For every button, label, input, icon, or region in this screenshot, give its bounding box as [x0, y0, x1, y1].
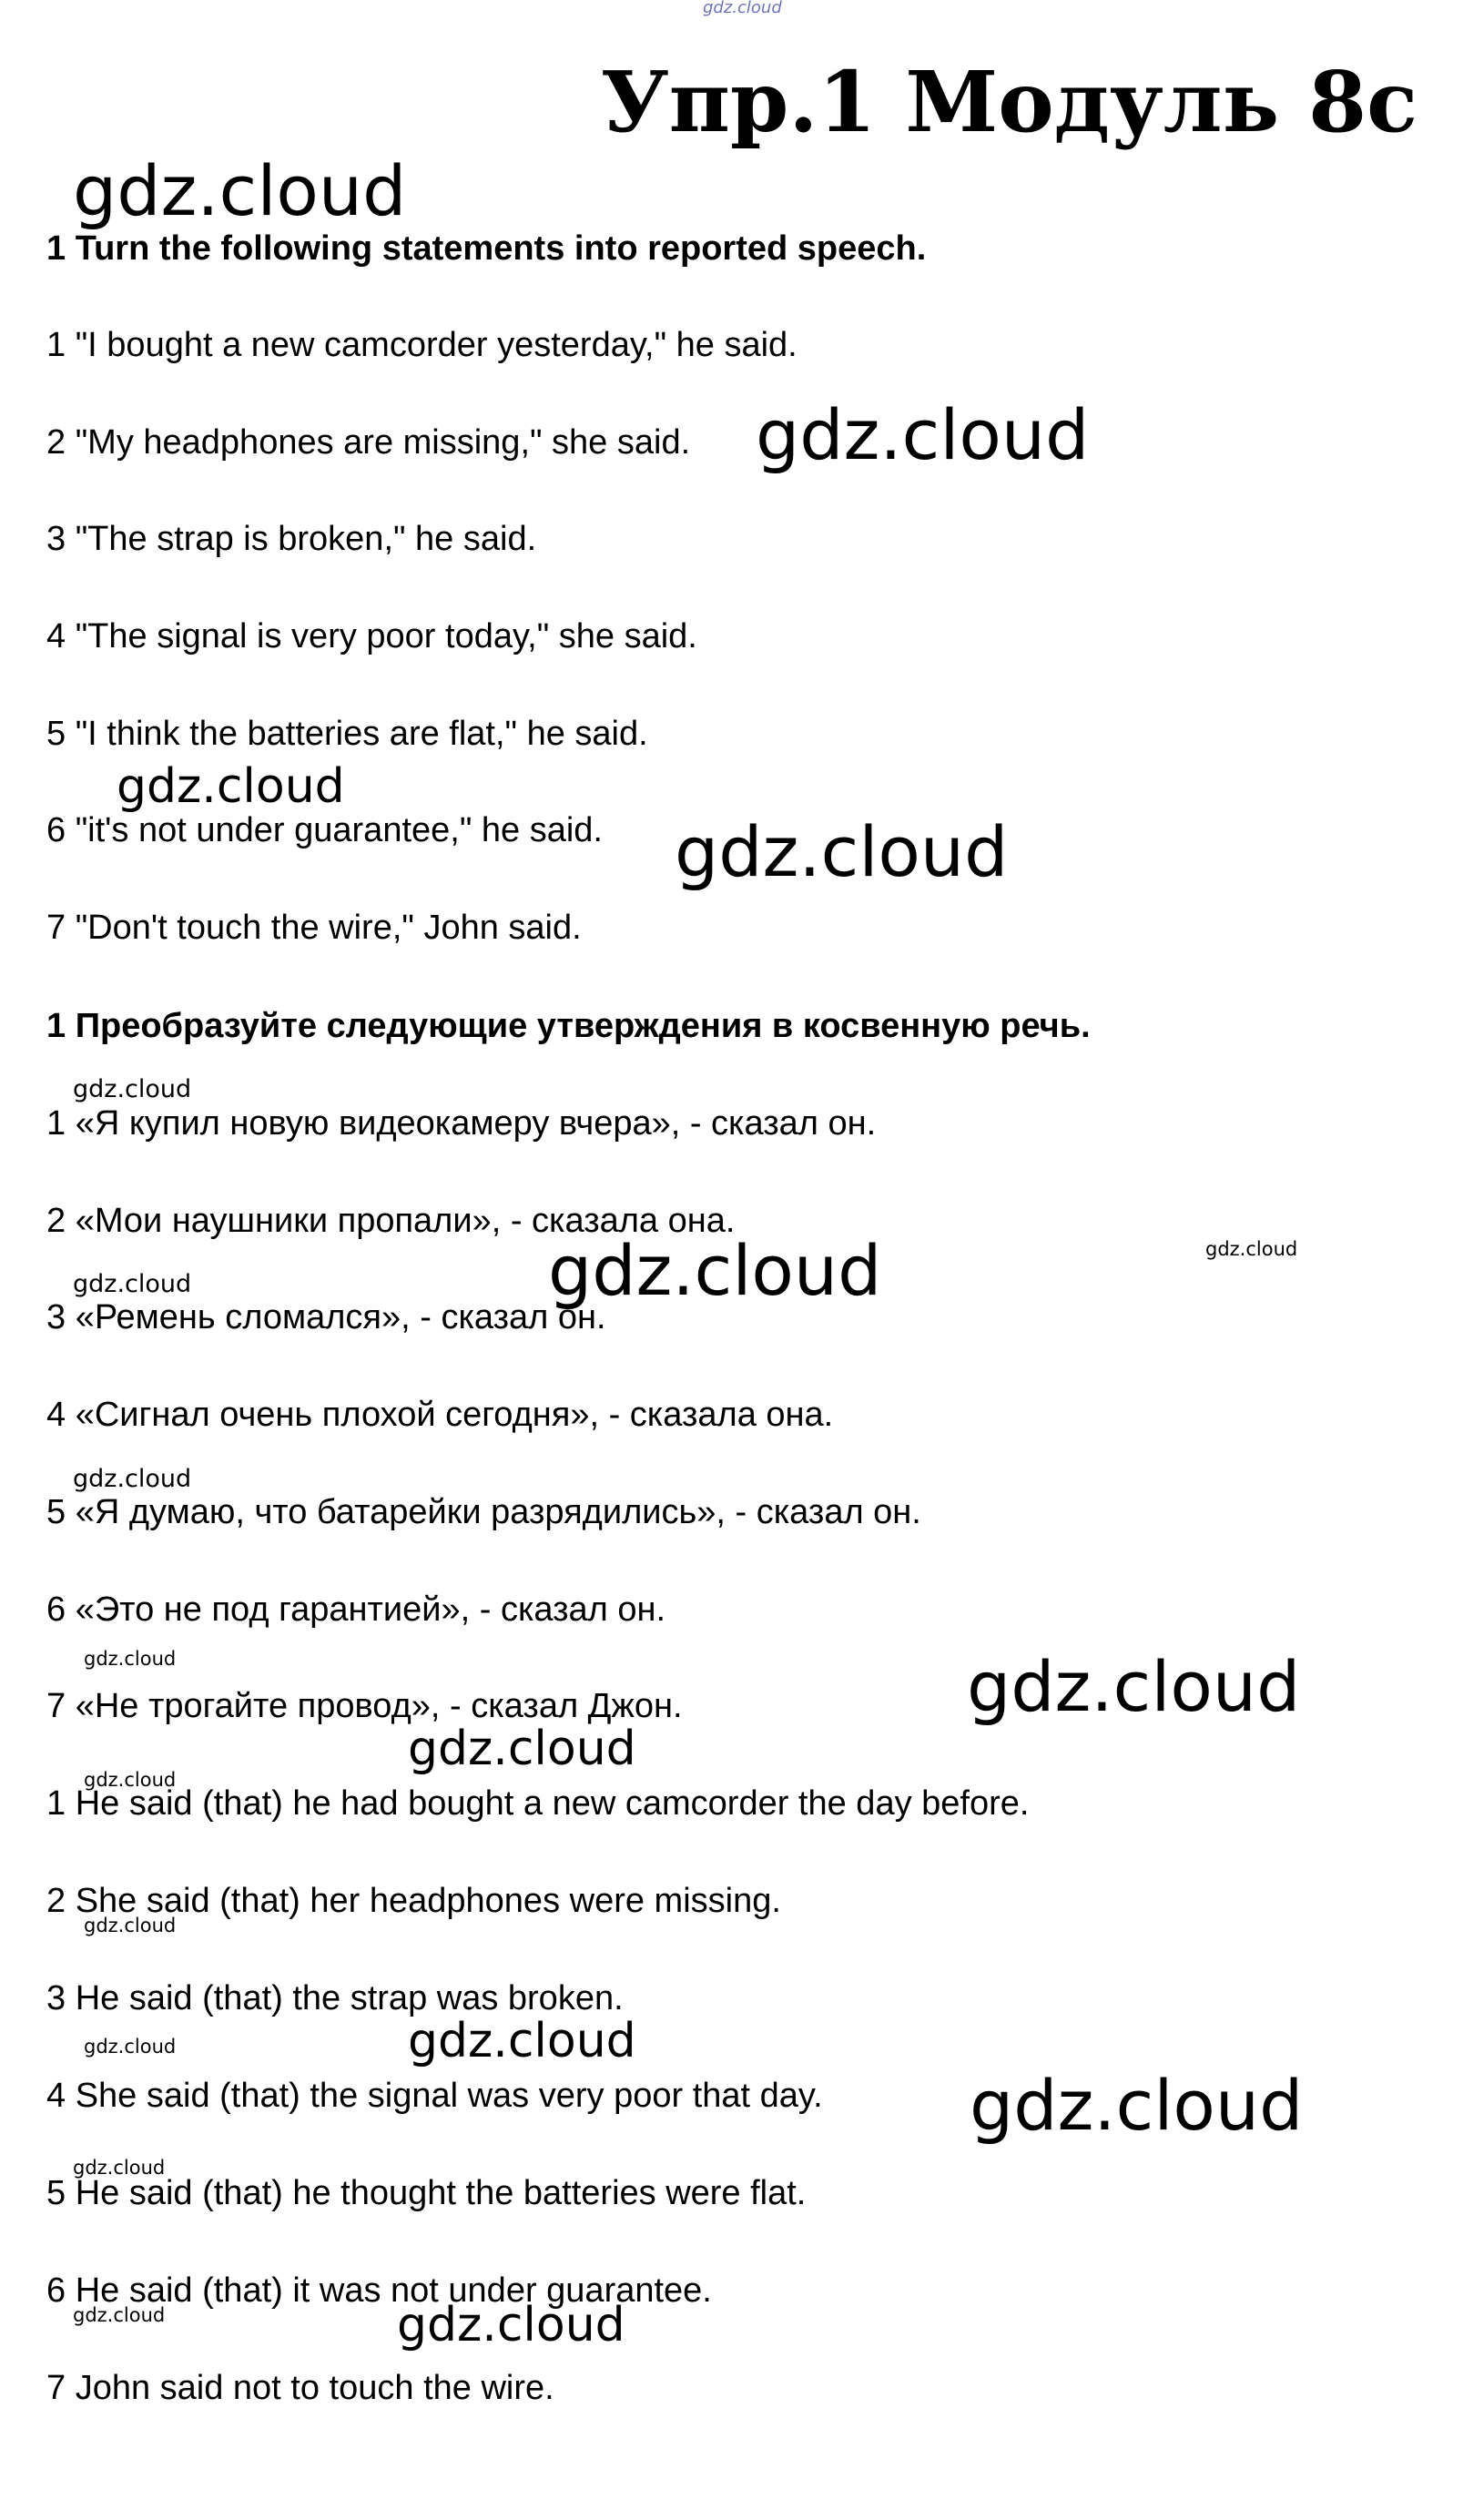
task-item-en: 6 "it's not under guarantee," he said. — [46, 811, 603, 849]
watermark: gdz.cloud — [73, 2157, 166, 2179]
watermark: gdz.cloud — [408, 1722, 636, 1776]
task-item-ru: 6 «Это не под гарантией», - сказал он. — [46, 1590, 666, 1629]
watermark: gdz.cloud — [84, 1769, 177, 1791]
task-item-ru: 1 «Я купил новую видеокамеру вчера», - сказал он. — [46, 1104, 877, 1143]
task-item-en: 4 "The signal is very poor today," she said. — [46, 617, 697, 655]
answer-item: 7 John said not to touch the wire. — [46, 2369, 554, 2407]
task-heading-ru: 1 Преобразуйте следующие утверждения в косвенную речь. — [46, 1007, 1091, 1045]
page-title: Упр.1 Модуль 8c — [601, 53, 1418, 151]
watermark: gdz.cloud — [703, 0, 782, 17]
watermark: gdz.cloud — [397, 2298, 625, 2352]
answer-item: 2 She said (that) her headphones were missing. — [46, 1882, 781, 1920]
task-heading-en: 1 Turn the following statements into reported speech. — [46, 229, 927, 268]
task-item-en: 7 "Don't touch the wire," John said. — [46, 909, 582, 947]
watermark: gdz.cloud — [548, 1230, 882, 1311]
answer-item: 3 He said (that) the strap was broken. — [46, 1979, 624, 2017]
watermark: gdz.cloud — [73, 1465, 192, 1493]
answer-item: 5 He said (that) he thought the batteries were flat. — [46, 2174, 807, 2212]
task-item-ru: 2 «Мои наушники пропали», - сказала она. — [46, 1202, 736, 1240]
task-item-ru: 3 «Ремень сломался», - сказал он. — [46, 1298, 606, 1336]
watermark: gdz.cloud — [408, 2014, 636, 2068]
watermark: gdz.cloud — [967, 1646, 1301, 1727]
watermark: gdz.cloud — [84, 1915, 177, 1936]
task-item-en: 2 "My headphones are missing," she said. — [46, 423, 691, 462]
watermark: gdz.cloud — [73, 2304, 166, 2326]
watermark: gdz.cloud — [84, 1648, 177, 1670]
watermark: gdz.cloud — [970, 2065, 1304, 2146]
watermark: gdz.cloud — [117, 759, 345, 814]
answer-item: 4 She said (that) the signal was very poor that day. — [46, 2077, 823, 2115]
task-item-en: 5 "I think the batteries are flat," he said. — [46, 715, 648, 753]
watermark: gdz.cloud — [73, 150, 407, 231]
watermark: gdz.cloud — [756, 394, 1090, 475]
watermark: gdz.cloud — [675, 811, 1009, 892]
watermark: gdz.cloud — [84, 2036, 177, 2058]
watermark: gdz.cloud — [73, 1075, 192, 1103]
task-item-ru: 5 «Я думаю, что батарейки разрядились», - сказал он. — [46, 1493, 921, 1531]
watermark: gdz.cloud — [73, 1270, 192, 1298]
task-item-en: 1 "I bought a new camcorder yesterday," he said. — [46, 326, 798, 364]
watermark: gdz.cloud — [1205, 1238, 1298, 1260]
task-item-ru: 4 «Сигнал очень плохой сегодня», - сказала она. — [46, 1396, 834, 1434]
answer-item: 6 He said (that) it was not under guarantee. — [46, 2271, 712, 2310]
task-item-ru: 7 «Не трогайте провод», - сказал Джон. — [46, 1687, 683, 1725]
answer-item: 1 He said (that) he had bought a new camcorder the day before. — [46, 1784, 1030, 1823]
task-item-en: 3 "The strap is broken," he said. — [46, 520, 537, 558]
